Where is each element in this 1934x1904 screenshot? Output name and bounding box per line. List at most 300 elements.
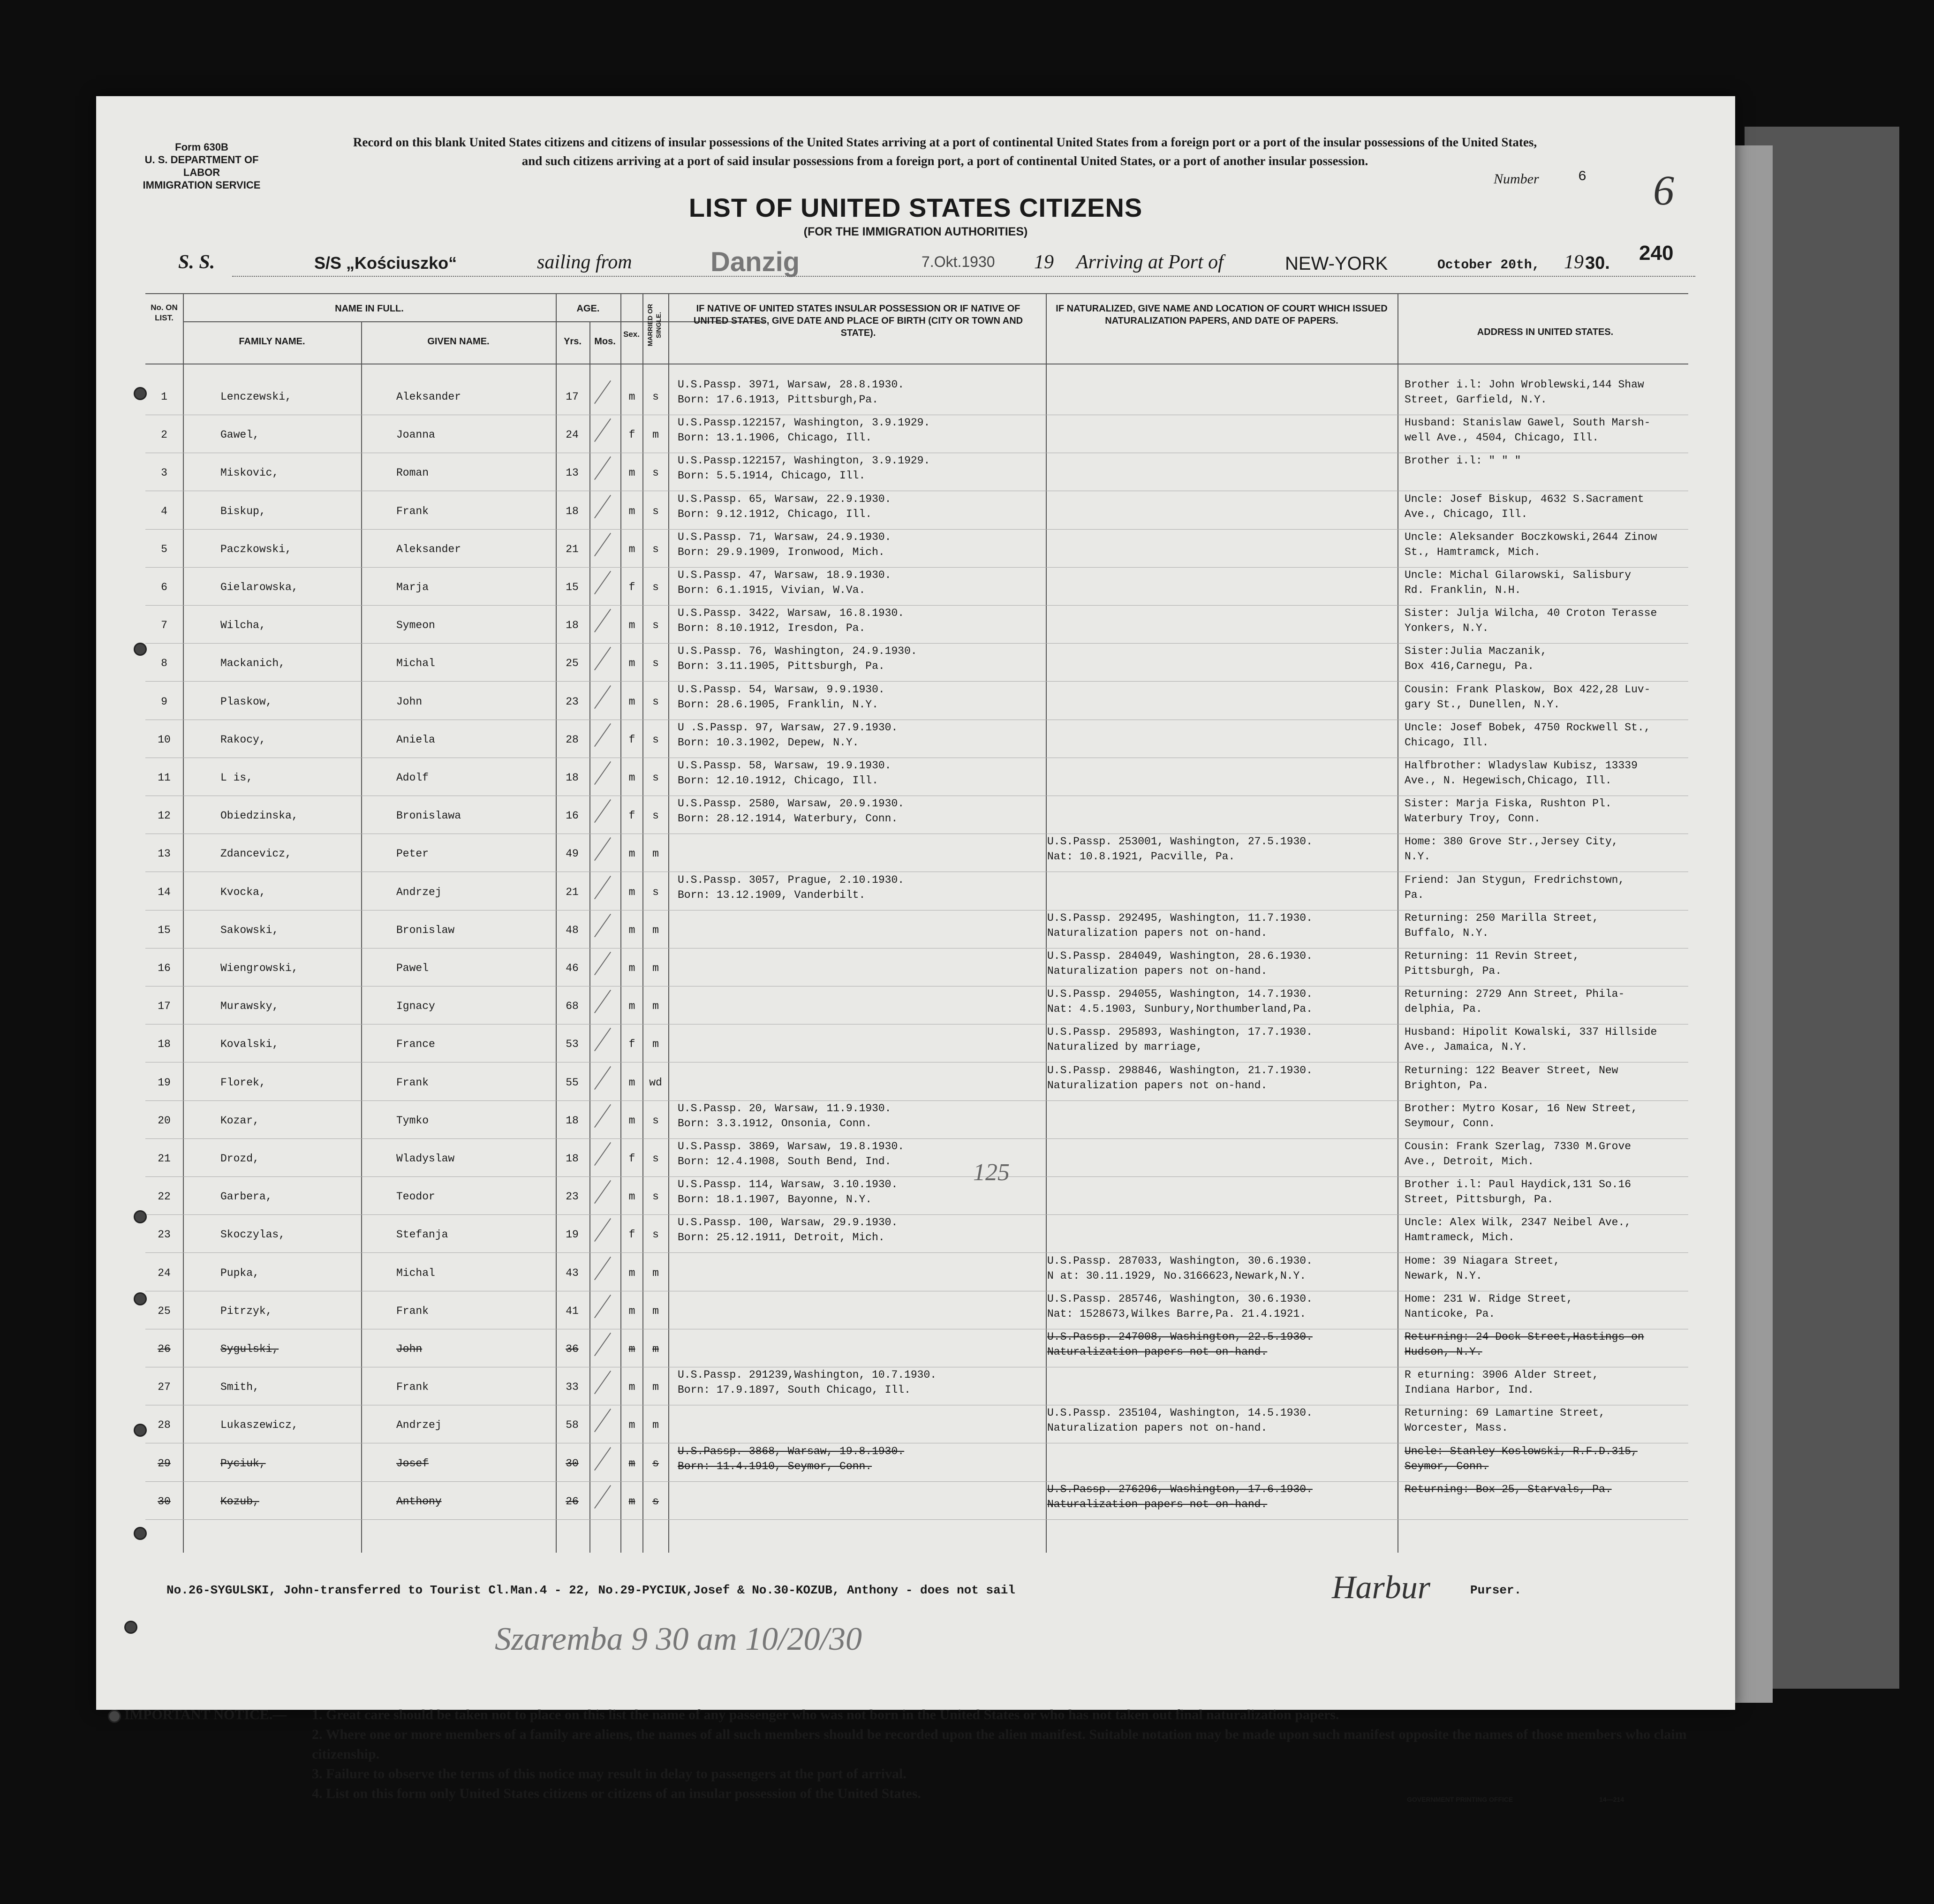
row-rule (145, 1138, 1688, 1139)
cell-address-line: Husband: Stanislaw Gawel, South Marsh- (1405, 417, 1651, 429)
cell-yrs: 18 (566, 772, 579, 784)
header-address: ADDRESS IN UNITED STATES. (1477, 327, 1614, 337)
cell-sex: m (628, 1495, 635, 1508)
cell-family: Kozar, (220, 1114, 259, 1127)
cell-address-line: Nanticoke, Pa. (1405, 1307, 1496, 1320)
cell-given: Andrzej (396, 886, 442, 898)
cell-ms: m (652, 1038, 659, 1051)
binder-hole (134, 1292, 147, 1305)
manifest-page (96, 96, 1735, 1803)
cell-address-line: Sister: Julja Wilcha, 40 Croton Terasse (1405, 607, 1657, 620)
cell-native-line: Born: 18.1.1907, Bayonne, N.Y. (678, 1193, 872, 1206)
cell-native-line: Born: 12.4.1908, South Bend, Ind. (678, 1155, 891, 1168)
page-subtitle: (FOR THE IMMIGRATION AUTHORITIES) (803, 225, 1028, 238)
cell-native-line: Born: 28.6.1905, Franklin, N.Y. (678, 698, 878, 711)
table-top-rule (145, 293, 1688, 294)
cell-naturalized-line: U.S.Passp. 294055, Washington, 14.7.1930. (1047, 988, 1313, 1001)
department: U. S. DEPARTMENT OF LABOR (144, 154, 259, 178)
cell-family: Wiengrowski, (220, 962, 298, 974)
cell-native-line: U.S.Passp. 3869, Warsaw, 19.8.1930. (678, 1140, 905, 1153)
notice-label: IMPORTANT NOTICE.— (124, 1707, 287, 1722)
cell-address-line: N.Y. (1405, 850, 1431, 863)
row-rule (145, 1100, 1688, 1101)
cell-address-line: Uncle: Josef Biskup, 4632 S.Sacrament (1405, 493, 1644, 505)
cell-no: 10 (158, 733, 171, 746)
cell-sex: m (628, 772, 635, 784)
table-row (96, 873, 1735, 910)
cell-native-line: U.S.Passp.122157, Washington, 3.9.1929. (678, 455, 930, 467)
page-title: LIST OF UNITED STATES CITIZENS (688, 193, 1143, 222)
cell-address-line: Street, Garfield, N.Y. (1405, 394, 1547, 406)
header-name-in-full: NAME IN FULL. (335, 303, 404, 314)
cell-sex: m (628, 467, 635, 479)
cell-no: 29 (158, 1457, 171, 1470)
service: IMMIGRATION SERVICE (143, 179, 261, 191)
cell-yrs: 25 (566, 657, 579, 670)
row-rule (145, 1481, 1688, 1482)
table-row (96, 1063, 1735, 1101)
cell-address-line: Returning: Box 25, Starvals, Pa. (1405, 1483, 1612, 1495)
table-row (96, 378, 1735, 415)
cell-no: 15 (158, 924, 171, 936)
cell-address-line: Returning: 11 Revin Street, (1405, 950, 1579, 962)
cell-address-line: delphia, Pa. (1405, 1003, 1482, 1016)
check-mark (594, 456, 611, 480)
cell-ms: m (652, 1267, 659, 1279)
cell-native-line: U.S.Passp. 71, Warsaw, 24.9.1930. (678, 531, 891, 543)
cell-address-line: Waterbury Troy, Conn. (1405, 812, 1541, 825)
cell-sex: f (628, 810, 635, 822)
stamp-date: 7.Okt.1930 (922, 253, 995, 270)
check-mark (594, 571, 611, 594)
table-row (96, 721, 1735, 758)
cell-yrs: 41 (566, 1305, 579, 1317)
cell-yrs: 55 (566, 1076, 579, 1089)
cell-family: Smith, (220, 1381, 259, 1394)
cell-given: Aleksander (396, 391, 461, 403)
cell-ms: s (652, 1229, 659, 1241)
cell-yrs: 17 (566, 391, 579, 403)
cell-family: Plaskow, (220, 695, 272, 708)
cell-given: Josef (396, 1457, 429, 1470)
check-mark (594, 1256, 611, 1280)
arriving-label: Arriving at Port of (1076, 251, 1224, 273)
header-naturalized: IF NATURALIZED, GIVE NAME AND LOCATION OF COURT WHICH ISSUED NATURALIZATION PAPERS, AND DATE OF PAPERS. (1056, 303, 1388, 326)
cell-ms: s (652, 1495, 659, 1508)
cell-address-line: Ave., N. Hegewisch,Chicago, Ill. (1405, 774, 1612, 787)
cell-no: 24 (158, 1267, 171, 1279)
cell-address-line: Returning: 250 Marilla Street, (1405, 911, 1599, 924)
table-row (96, 454, 1735, 491)
check-mark (594, 952, 611, 975)
cell-sex: m (628, 924, 635, 936)
check-mark (594, 418, 611, 442)
cell-given: Frank (396, 505, 429, 517)
cell-naturalized-line: Nat: 4.5.1903, Sunbury,Northumberland,Pa. (1047, 1003, 1313, 1016)
cell-ms: m (652, 962, 659, 974)
cell-ms: s (652, 1191, 659, 1203)
check-mark (594, 1371, 611, 1394)
cell-address-line: Cousin: Frank Plaskow, Box 422,28 Luv- (1405, 683, 1651, 696)
cell-yrs: 18 (566, 619, 579, 632)
cell-address-line: Seymor, Conn. (1405, 1460, 1489, 1472)
binder-hole (134, 643, 147, 656)
cell-family: Mackanich, (220, 657, 286, 670)
cell-address-line: Indiana Harbor, Ind. (1405, 1384, 1534, 1396)
cell-family: Skoczylas, (220, 1229, 286, 1241)
cell-no: 6 (161, 581, 167, 593)
number-value: 6 (1578, 169, 1587, 185)
table-row (96, 416, 1735, 453)
check-mark (594, 685, 611, 708)
cell-address-line: Cousin: Frank Szerlag, 7330 M.Grove (1405, 1140, 1632, 1153)
cell-given: Marja (396, 581, 429, 593)
row-rule (145, 1252, 1688, 1253)
cell-ms: m (652, 1343, 659, 1355)
cell-given: John (396, 1343, 423, 1355)
table-row (96, 530, 1735, 568)
cell-no: 1 (161, 391, 167, 403)
printer-code: 14—214 (1599, 1796, 1624, 1803)
cell-no: 26 (158, 1343, 171, 1355)
cell-sex: f (628, 733, 635, 746)
cell-naturalized-line: U.S.Passp. 295893, Washington, 17.7.1930. (1047, 1026, 1313, 1039)
cell-naturalized-line: U.S.Passp. 253001, Washington, 27.5.1930. (1047, 835, 1313, 848)
cell-family: Paczkowski, (220, 543, 292, 555)
cell-native-line: U.S.Passp. 47, Warsaw, 18.9.1930. (678, 569, 891, 581)
cell-sex: m (628, 619, 635, 632)
binder-hole (124, 1621, 137, 1634)
cell-given: Joanna (396, 429, 435, 441)
cell-given: Andrzej (396, 1419, 442, 1432)
binder-hole (134, 1424, 147, 1437)
cell-native-line: Born: 12.10.1912, Chicago, Ill. (678, 774, 878, 787)
cell-no: 20 (158, 1114, 171, 1127)
cell-given: France (396, 1038, 435, 1051)
header-given: GIVEN NAME. (427, 336, 490, 347)
cell-given: Frank (396, 1076, 429, 1089)
cell-yrs: 26 (566, 1495, 579, 1508)
cell-yrs: 15 (566, 581, 579, 593)
cell-address-line: Pittsburgh, Pa. (1405, 965, 1502, 977)
cell-ms: m (652, 848, 659, 860)
cell-sex: f (628, 581, 635, 593)
cell-ms: s (652, 695, 659, 708)
cell-family: L is, (220, 772, 253, 784)
table-row (96, 1444, 1735, 1482)
form-code: Form 630B (175, 141, 228, 153)
cell-given: Teodor (396, 1191, 435, 1203)
table-row (96, 1406, 1735, 1443)
cell-yrs: 53 (566, 1038, 579, 1051)
cell-ms: s (652, 810, 659, 822)
cell-naturalized-line: Naturalization papers not on-hand. (1047, 926, 1268, 939)
cell-yrs: 23 (566, 695, 579, 708)
cell-yrs: 48 (566, 924, 579, 936)
cell-naturalized-line: Naturalized by marriage, (1047, 1041, 1203, 1054)
table-row (96, 1292, 1735, 1329)
check-mark (594, 914, 611, 937)
table-row (96, 1139, 1735, 1177)
cell-address-line: Brother i.l: Paul Haydick,131 So.16 (1405, 1178, 1632, 1191)
cell-address-line: Ave., Jamaica, N.Y. (1405, 1041, 1528, 1054)
back-sheet-edge (1730, 145, 1773, 1703)
cell-sex: m (628, 848, 635, 860)
table-row (96, 492, 1735, 530)
cell-address-line: Halfbrother: Wladyslaw Kubisz, 13339 (1405, 759, 1638, 772)
cell-naturalized-line: U.S.Passp. 287033, Washington, 30.6.1930. (1047, 1254, 1313, 1267)
cell-no: 12 (158, 810, 171, 822)
row-rule (145, 529, 1688, 530)
cell-sex: m (628, 962, 635, 974)
cell-address-line: Street, Pittsburgh, Pa. (1405, 1193, 1554, 1206)
table-row (96, 606, 1735, 644)
cell-family: Kovalski, (220, 1038, 279, 1051)
cell-given: Roman (396, 467, 429, 479)
cell-no: 14 (158, 886, 171, 898)
cell-address-line: Yonkers, N.Y. (1405, 622, 1489, 635)
cell-sex: m (628, 1076, 635, 1089)
check-mark (594, 837, 611, 861)
cell-yrs: 23 (566, 1191, 579, 1203)
table-row (96, 949, 1735, 986)
cell-sex: f (628, 1229, 635, 1241)
cell-ms: s (652, 505, 659, 517)
handwritten-inspection: Szaremba 9 30 am 10/20/30 (495, 1621, 862, 1657)
year-prefix: 19 (1034, 251, 1054, 273)
cell-native-line: Born: 25.12.1911, Detroit, Mich. (678, 1231, 885, 1244)
cell-naturalized-line: Nat: 10.8.1921, Pacville, Pa. (1047, 850, 1235, 863)
cell-address-line: Home: 380 Grove Str.,Jersey City, (1405, 835, 1618, 848)
record-instructions: Record on this blank United States citizens and citizens of insular possessions of the United States arriving at a port of continental United States from a foreign port or a port of the insular possessions of the United States, and such citizens arriving at a port of said insular possessions from a foreign port, a port of continental United States, or a port of another insular possession. (353, 135, 1537, 168)
cell-naturalized-line: Naturalization papers not on-hand. (1047, 1079, 1268, 1092)
cell-no: 18 (158, 1038, 171, 1051)
cell-family: Drozd, (220, 1153, 259, 1165)
cell-ms: s (652, 1457, 659, 1470)
check-mark (594, 609, 611, 632)
cell-given: Symeon (396, 619, 435, 632)
cell-family: Zdancevicz, (220, 848, 292, 860)
table-row (96, 1177, 1735, 1215)
cell-native-line: Born: 8.10.1912, Iresdon, Pa. (678, 622, 866, 635)
cell-no: 27 (158, 1381, 171, 1394)
cell-given: Frank (396, 1305, 429, 1317)
cell-given: Peter (396, 848, 429, 860)
cell-no: 2 (161, 429, 167, 441)
cell-ms: wd (649, 1076, 662, 1089)
cell-sex: m (628, 1343, 635, 1355)
check-mark (594, 990, 611, 1013)
cell-address-line: Seymour, Conn. (1405, 1117, 1496, 1130)
cell-ms: m (652, 429, 659, 441)
cell-given: Anthony (396, 1495, 442, 1508)
cell-yrs: 18 (566, 1114, 579, 1127)
cell-family: Sakowski, (220, 924, 279, 936)
check-mark (594, 533, 611, 556)
cell-given: Bronislaw (396, 924, 455, 936)
cell-yrs: 30 (566, 1457, 579, 1470)
sailing-from-label: sailing from (537, 251, 632, 273)
cell-yrs: 68 (566, 1000, 579, 1013)
table-row (96, 911, 1735, 948)
cell-ms: s (652, 886, 659, 898)
check-mark (594, 761, 611, 785)
cell-address-line: Brother i.l: John Wroblewski,144 Shaw (1405, 379, 1644, 391)
cell-address-line: Ave., Detroit, Mich. (1405, 1155, 1534, 1168)
cell-ms: m (652, 924, 659, 936)
purser-label: Purser. (1470, 1583, 1522, 1597)
cell-native-line: U.S.Passp. 2580, Warsaw, 20.9.1930. (678, 797, 905, 810)
cell-no: 22 (158, 1191, 171, 1203)
cell-address-line: Pa. (1405, 888, 1424, 901)
cell-family: Rakocy, (220, 733, 266, 746)
cell-family: Lenczewski, (220, 391, 292, 403)
table-row (96, 644, 1735, 682)
cell-given: Michal (396, 1267, 435, 1279)
cell-sex: m (628, 1419, 635, 1432)
cell-naturalized-line: U.S.Passp. 276296, Washington, 17.6.1930. (1047, 1483, 1313, 1495)
row-rule (145, 681, 1688, 682)
cell-sex: f (628, 429, 635, 441)
cell-family: Pitrzyk, (220, 1305, 272, 1317)
cell-naturalized-line: U.S.Passp. 284049, Washington, 28.6.1930. (1047, 950, 1313, 962)
table-row (96, 1254, 1735, 1291)
arrival-year-prefix: 19 (1564, 251, 1584, 273)
ship-name: S/S „Kościuszko“ (314, 253, 457, 273)
cell-naturalized-line: N at: 30.11.1929, No.3166623,Newark,N.Y. (1047, 1269, 1307, 1282)
cell-naturalized-line: U.S.Passp. 235104, Washington, 14.5.1930. (1047, 1407, 1313, 1419)
sailing-from-port: Danzig (710, 247, 800, 277)
row-rule (145, 1519, 1688, 1520)
cell-naturalized-line: Naturalization papers not on-hand. (1047, 965, 1268, 977)
cell-yrs: 58 (566, 1419, 579, 1432)
header-yrs: Yrs. (564, 336, 582, 347)
cell-no: 19 (158, 1076, 171, 1089)
cell-sex: f (628, 1153, 635, 1165)
cell-address-line: Hamtrameck, Mich. (1405, 1231, 1515, 1244)
cell-address-line: Rd. Franklin, N.H. (1405, 584, 1521, 596)
cell-given: John (396, 695, 423, 708)
cell-native-line: U.S.Passp. 3868, Warsaw, 19.8.1930. (678, 1445, 905, 1457)
cell-address-line: Uncle: Josef Bobek, 4750 Rockwell St., (1405, 721, 1651, 734)
cell-address-line: Sister:Julia Maczanik, (1405, 645, 1547, 658)
cell-native-line: U.S.Passp. 3057, Prague, 2.10.1930. (678, 873, 905, 886)
cell-yrs: 36 (566, 1343, 579, 1355)
cell-no: 3 (161, 467, 167, 479)
cell-no: 30 (158, 1495, 171, 1508)
cell-sex: m (628, 1305, 635, 1317)
cell-address-line: Returning: 69 Lamartine Street, (1405, 1407, 1605, 1419)
notice-item-4: 4. List on this form only United States citizens or citizens of an insular possession of the United States. (312, 1786, 921, 1801)
cell-address-line: Home: 39 Niagara Street, (1405, 1254, 1560, 1267)
check-mark (594, 1295, 611, 1318)
check-mark (594, 1104, 611, 1128)
cell-ms: s (652, 1114, 659, 1127)
cell-address-line: St., Hamtramck, Mich. (1405, 546, 1541, 558)
cell-native-line: Born: 17.6.1913, Pittsburgh,Pa. (678, 394, 878, 406)
header-native: IF NATIVE OF UNITED STATES INSULAR POSSESSION OR IF NATIVE OF UNITED STATES, GIVE DATE AND PLACE OF BIRTH (CITY OR TOWN AND STATE). (693, 303, 1023, 338)
cell-sex: f (628, 1038, 635, 1051)
cell-sex: m (628, 657, 635, 670)
cell-address-line: Brighton, Pa. (1405, 1079, 1489, 1092)
cell-sex: m (628, 1267, 635, 1279)
cell-sex: m (628, 505, 635, 517)
cell-yrs: 46 (566, 962, 579, 974)
cell-sex: m (628, 1114, 635, 1127)
table-row (96, 1330, 1735, 1367)
cell-native-line: U.S.Passp. 76, Washington, 24.9.1930. (678, 645, 917, 658)
cell-naturalized-line: U.S.Passp. 285746, Washington, 30.6.1930. (1047, 1292, 1313, 1305)
cell-yrs: 18 (566, 1153, 579, 1165)
binder-hole (134, 1527, 147, 1540)
cell-given: Pawel (396, 962, 429, 974)
cell-family: Wilcha, (220, 619, 266, 632)
cell-given: Stefanja (396, 1229, 448, 1241)
ship-line-rule (232, 276, 1695, 277)
cell-given: Aleksander (396, 543, 461, 555)
cell-native-line: Born: 9.12.1912, Chicago, Ill. (678, 508, 872, 520)
cell-native-line: Born: 28.12.1914, Waterbury, Conn. (678, 812, 898, 825)
cell-native-line: Born: 5.5.1914, Chicago, Ill. (678, 470, 866, 482)
cell-address-line: Friend: Jan Stygun, Fredrichstown, (1405, 873, 1625, 886)
table-row (96, 1482, 1735, 1520)
header-married: MARRIED OR SINGLE. (646, 303, 662, 347)
cell-address-line: Home: 231 W. Ridge Street, (1405, 1292, 1573, 1305)
cell-native-line: Born: 6.1.1915, Vivian, W.Va. (678, 584, 866, 596)
cell-yrs: 18 (566, 505, 579, 517)
cell-native-line: Born: 11.4.1910, Seymor, Conn. (678, 1460, 872, 1472)
cell-native-line: U .S.Passp. 97, Warsaw, 27.9.1930. (678, 721, 898, 734)
cell-address-line: Husband: Hipolit Kowalski, 337 Hillside (1405, 1026, 1657, 1039)
important-notice (124, 1705, 1719, 1804)
cell-ms: m (652, 1381, 659, 1394)
cell-naturalized-line: Naturalization papers not on-hand. (1047, 1346, 1268, 1358)
table-row (96, 1101, 1735, 1139)
arrival-year: 30. (1585, 253, 1610, 273)
cell-no: 16 (158, 962, 171, 974)
cell-yrs: 28 (566, 733, 579, 746)
cell-native-line: Born: 13.1.1906, Chicago, Ill. (678, 432, 872, 444)
cell-address-line: Uncle: Aleksander Boczkowski,2644 Zinow (1405, 531, 1657, 543)
ss-label: S. S. (178, 251, 215, 273)
cell-address-line: Uncle: Alex Wilk, 2347 Neibel Ave., (1405, 1216, 1632, 1229)
cell-yrs: 33 (566, 1381, 579, 1394)
cell-given: Adolf (396, 772, 429, 784)
cell-family: Pyciuk, (220, 1457, 266, 1470)
cell-native-line: U.S.Passp. 3971, Warsaw, 28.8.1930. (678, 379, 905, 391)
cell-family: Lukaszewicz, (220, 1419, 298, 1432)
cell-address-line: Hudson, N.Y. (1405, 1346, 1482, 1358)
cell-family: Gielarowska, (220, 581, 298, 593)
cell-address-line: Returning: 2729 Ann Street, Phila- (1405, 988, 1625, 1001)
page-number: 240 (1639, 242, 1674, 265)
cell-address-line: Chicago, Ill. (1405, 736, 1489, 749)
header-age: AGE. (576, 303, 600, 314)
cell-yrs: 49 (566, 848, 579, 860)
cell-sex: m (628, 1381, 635, 1394)
cell-naturalized-line: U.S.Passp. 292495, Washington, 11.7.1930. (1047, 911, 1313, 924)
cell-address-line: Uncle: Stanley Koslowski, R.F.D.315, (1405, 1445, 1638, 1457)
check-mark (594, 1409, 611, 1432)
transfer-note: No.26-SYGULSKI, John-transferred to Tourist Cl.Man.4 - 22, No.29-PYCIUK,Josef & No.30-KOZUB, Anthony - does not sail (166, 1583, 1015, 1597)
cell-no: 4 (161, 505, 167, 517)
table-row (96, 1025, 1735, 1062)
cell-ms: s (652, 619, 659, 632)
row-rule (145, 1214, 1688, 1215)
check-mark (594, 799, 611, 823)
subheader-rule (183, 321, 764, 322)
cell-native-line: U.S.Passp. 100, Warsaw, 29.9.1930. (678, 1216, 898, 1229)
